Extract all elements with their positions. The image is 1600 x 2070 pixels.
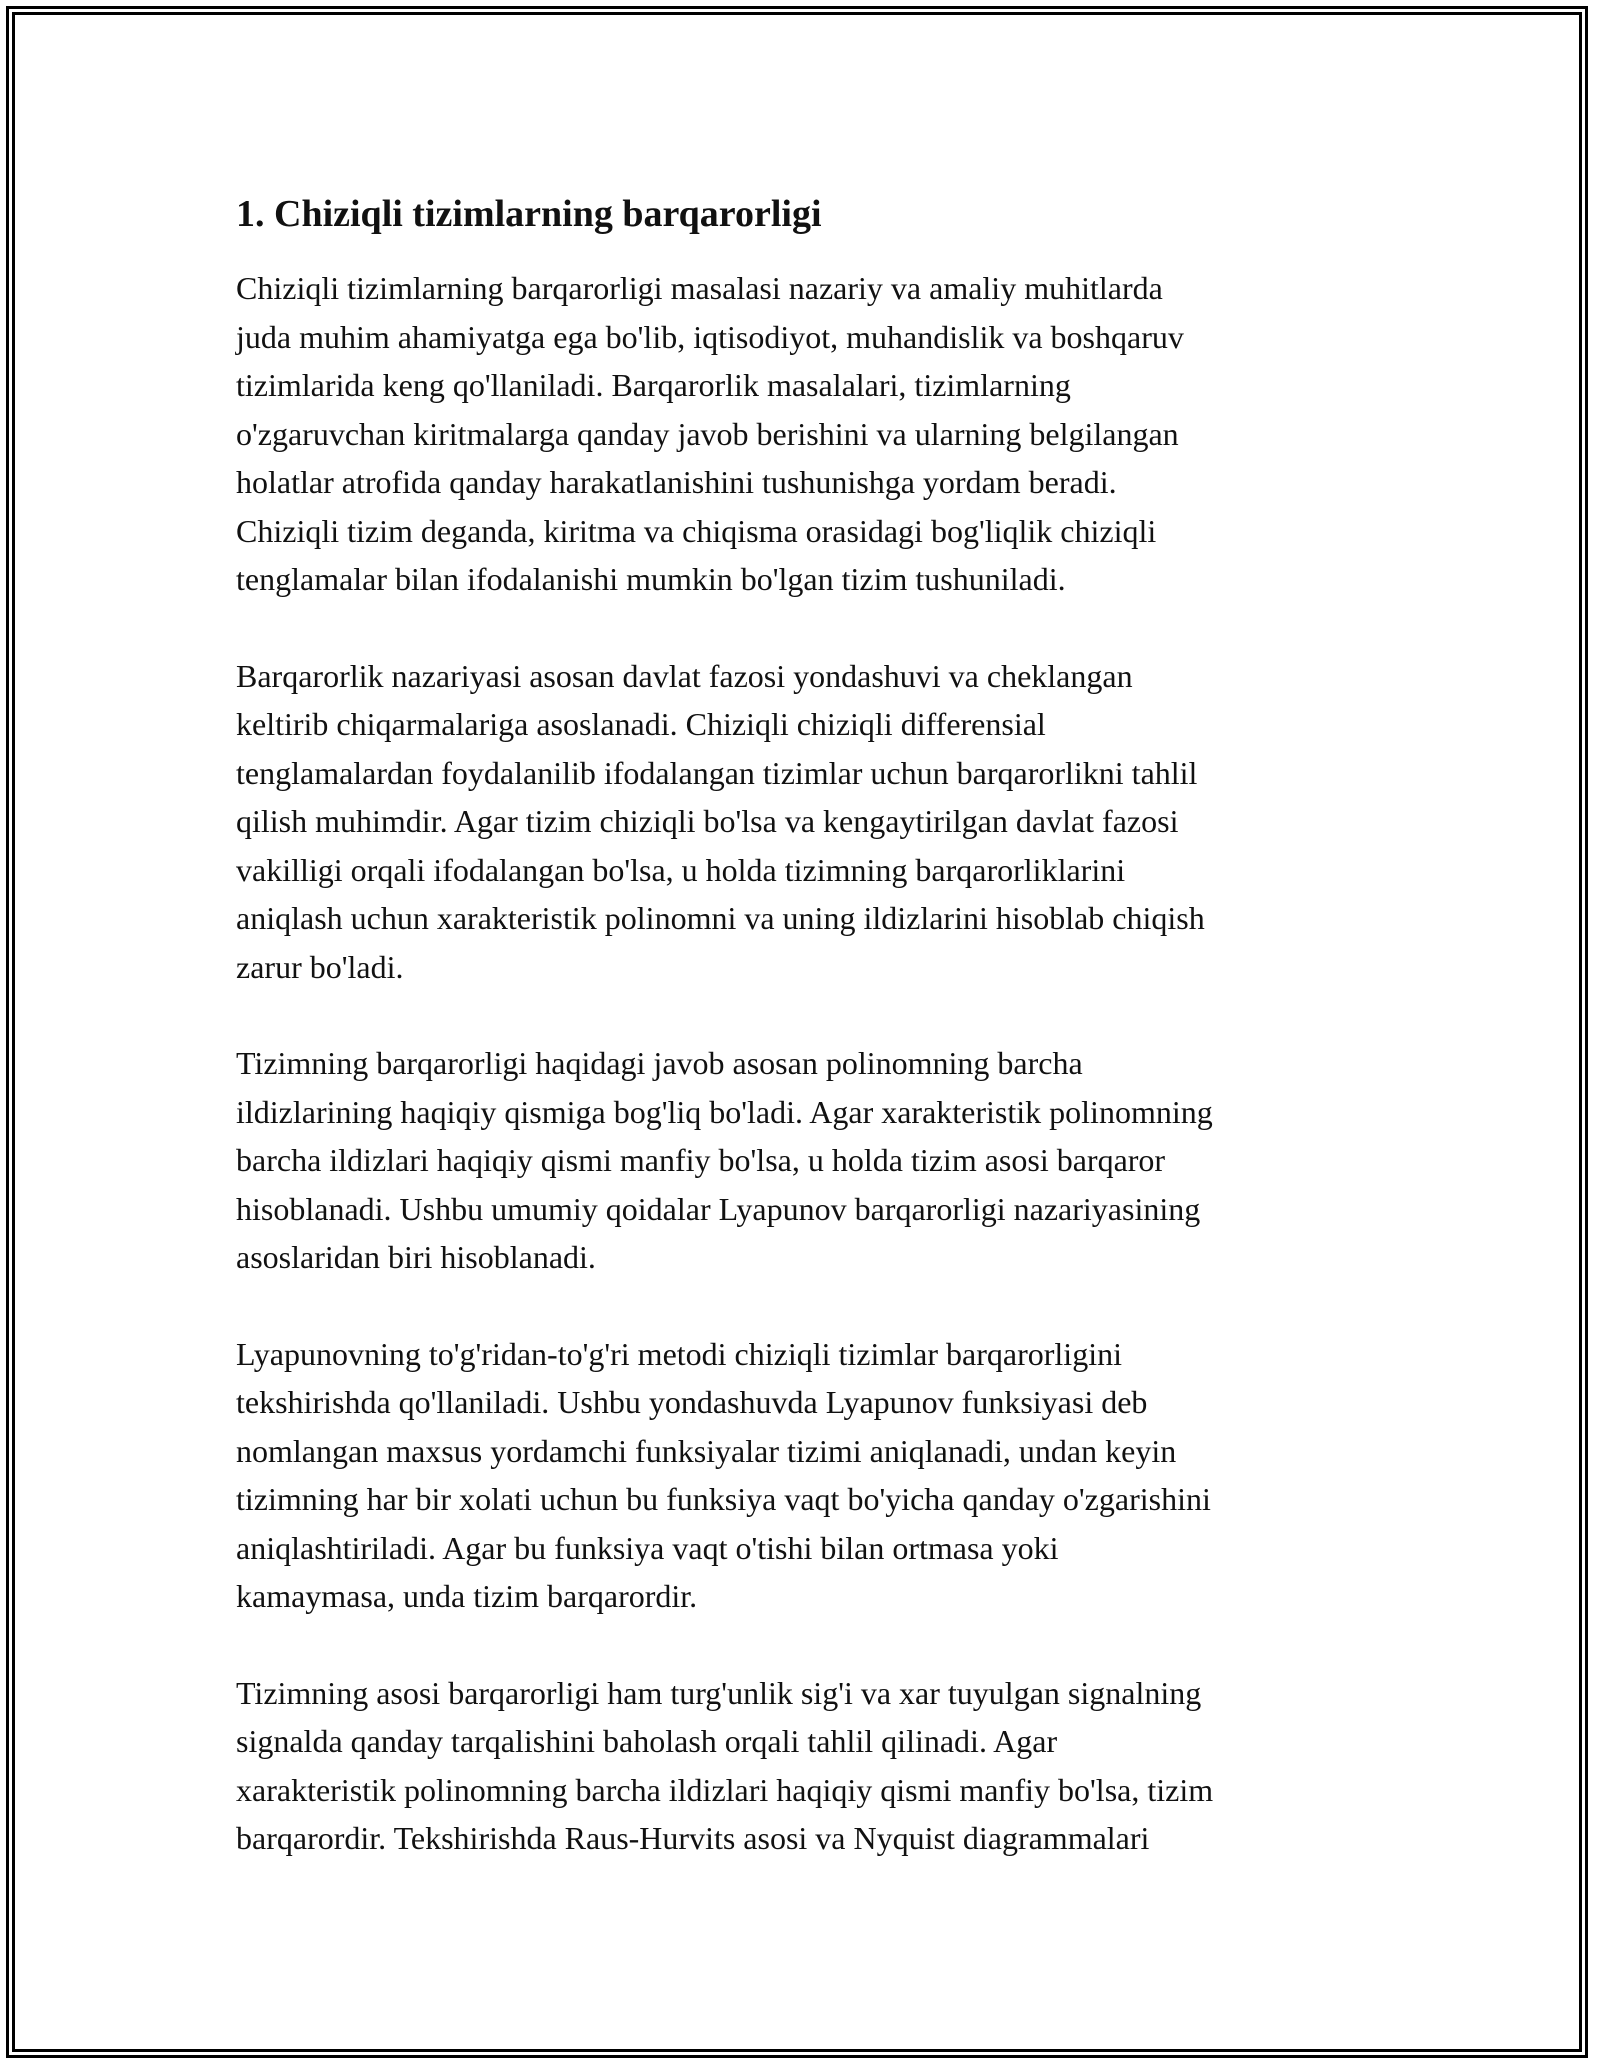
paragraph-3: Tizimning barqarorligi haqidagi javob asosan polinomning barcha ildizlarining haqiqiy qismiga bog'liq bo'ladi. Agar xarakteristik polinomning barcha ildizlari haqiqiy qismi manfiy bo'lsa, u holda tizim asosi barqaror hisoblanadi. Ushbu umumiy qoidalar Lyapunov barqarorligi nazariyasining asoslaridan biri hisoblanadi. (236, 1045, 1213, 1275)
paragraph-1: Chiziqli tizimlarning barqarorligi masalasi nazariy va amaliy muhitlarda juda muhim ahamiyatga ega bo'lib, iqtisodiyot, muhandislik va boshqaruv tizimlarida keng qo'llaniladi. Barqarorlik masalalari, tizimlarning o'zgaruvchan kiritmalarga qanday javob berishini va ularning belgilangan holatlar atrofida qanday harakatlanishini tushunishga yordam beradi. Chiziqli tizim deganda, kiritma va chiqisma orasidagi bog'liqlik chiziqli tenglamalar bilan ifodalanishi mumkin bo'lgan tizim tushuniladi. (236, 270, 1184, 597)
document-body (236, 186, 1376, 1911)
section-heading: 1. Chiziqli tizimlarning barqarorligi (236, 193, 822, 235)
paragraph-5: Tizimning asosi barqarorligi ham turg'unlik sig'i va xar tuyulgan signalning signalda qanday tarqalishini baholash orqali tahlil qilinadi. Agar xarakteristik polinomning barcha ildizlari haqiqiy qismi manfiy bo'lsa, tizim barqarordir. Tekshirishda Raus-Hurvits asosi va Nyquist diagrammalari (236, 1674, 1214, 1856)
paragraph-2: Barqarorlik nazariyasi asosan davlat fazosi yondashuvi va cheklangan keltirib chiqarmalariga asoslanadi. Chiziqli chiziqli differensial tenglamalardan foydalanilib ifodalangan tizimlar uchun barqarorlikni tahlil qilish muhimdir. Agar tizim chiziqli bo'lsa va kengaytirilgan davlat fazosi vakilligi orqali ifodalangan bo'lsa, u holda tizimning barqarorliklarini aniqlash uchun xarakteristik polinomni va uning ildizlarini hisoblab chiqish zarur bo'ladi. (236, 657, 1205, 985)
paragraph-4: Lyapunovning to'g'ridan-to'g'ri metodi chiziqli tizimlar barqarorligini tekshirishda qo'llaniladi. Ushbu yondashuvda Lyapunov funksiyasi deb nomlangan maxsus yordamchi funksiyalar tizimi aniqlanadi, undan keyin tizimning har bir xolati uchun bu funksiya vaqt bo'yicha qanday o'zgarishini aniqlashtiriladi. Agar bu funksiya vaqt o'tishi bilan ortmasa yoki kamaymasa, unda tizim barqarordir. (236, 1335, 1211, 1614)
